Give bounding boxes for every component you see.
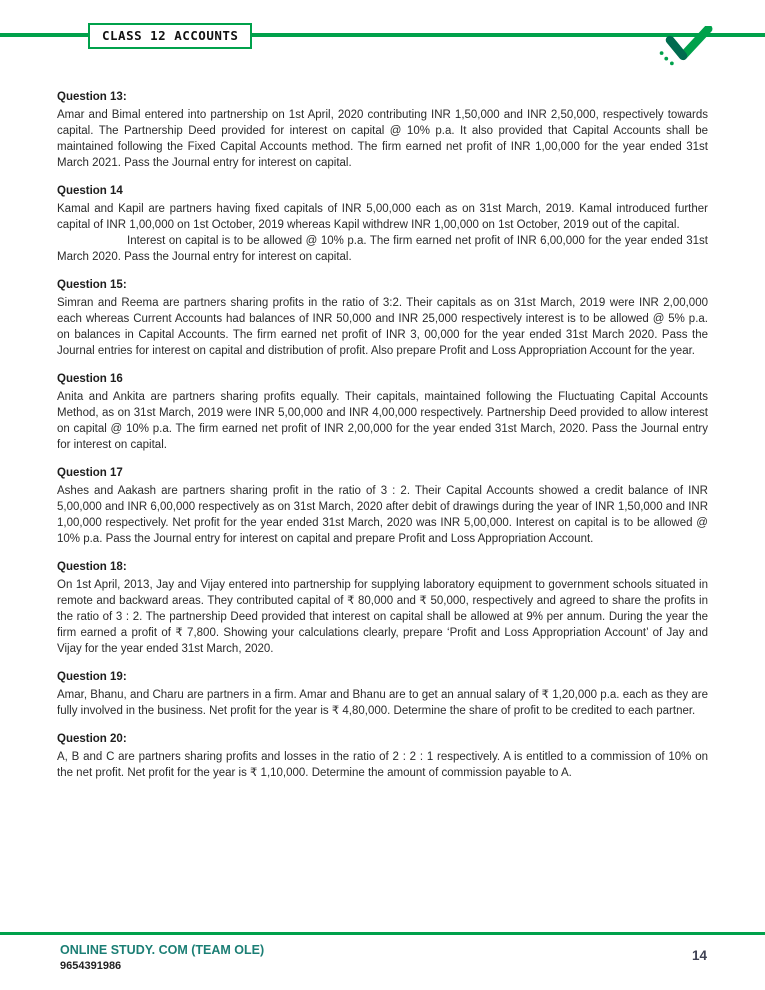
question-title: Question 20:	[57, 733, 127, 745]
checkmark-logo-icon	[655, 26, 713, 68]
question-body: Simran and Reema are partners sharing profits in the ratio of 3:2. Their capitals as on 31st March, 2019 were INR 2,00,000 each whereas Current Accounts had balances of INR 50,000 and INR 25,000 respectively interest is to be allowed @ 5% p.a. on balances in Capital Accounts. The firm earned net profit of INR 3, 00,000 for the year ended 31st March 2020. Pass the Journal entries for interest on capital and distribution of profit. Also prepare Profit and Loss Appropriation Account for the year.	[57, 297, 708, 357]
question-body: On 1st April, 2013, Jay and Vijay entered into partnership for supplying laboratory equipment to government schools situated in remote and backward areas. They contributed capital of ₹ 80,000 and ₹ 50,000, respectively and agreed to share the profits in the ratio of 3 : 2. The partnership Deed provided that interest on capital shall be allowed at 9% per annum. During the year the firm earned a profit of ₹ 7,800. Showing your calculations clearly, prepare ‘Profit and Loss Appropriation Account’ of Jay and Vijay for the year ended 31st March, 2020.	[57, 579, 708, 655]
question-block-14	[57, 183, 708, 265]
question-block-19	[57, 669, 708, 719]
footer-rule	[0, 932, 765, 935]
question-block-15	[57, 277, 708, 359]
questions-content	[57, 89, 708, 793]
question-title: Question 15:	[57, 279, 127, 291]
question-block-16	[57, 371, 708, 453]
question-body: Amar and Bimal entered into partnership on 1st April, 2020 contributing INR 1,50,000 and INR 2,50,000, respectively towards capital. The Partnership Deed provided for interest on capital @ 10% p.a. It also provided that Capital Accounts shall be maintained following the Fixed Capital Accounts method. The firm earned net profit of INR 1,00,000 for the year ended 31st March 2021. Pass the Journal entry for interest on capital.	[57, 109, 708, 169]
header-badge: CLASS 12 ACCOUNTS	[88, 23, 252, 49]
footer-phone-number: 9654391986	[60, 960, 122, 972]
question-body: A, B and C are partners sharing profits and losses in the ratio of 2 : 2 : 1 respectively. A is entitled to a commission of 10% on the net profit. Net profit for the year is ₹ 1,10,000. Determine the amount of commission payable to A.	[57, 751, 708, 779]
question-title: Question 17	[57, 467, 123, 479]
question-body: Anita and Ankita are partners sharing profits equally. Their capitals, maintained following the Fluctuating Capital Accounts Method, as on 31st March, 2019 were INR 5,00,000 and INR 4,00,000 respectively. Partnership Deed provided to allow interest on capital @ 10% p.a. The firm earned net profit of INR 2,00,000 for the year ended 31st March, 2020. Pass the Journal entry for interest on capital.	[57, 391, 708, 451]
question-title: Question 14	[57, 185, 123, 197]
question-body: Kamal and Kapil are partners having fixed capitals of INR 5,00,000 each as on 31st March, 2019. Kamal introduced further capital of INR 1,00,000 on 1st October, 2019 whereas Kapil withdrew INR 1,00,000 on 1st October, 2019 out of the capital.	[57, 203, 708, 231]
question-body: Amar, Bhanu, and Charu are partners in a firm. Amar and Bhanu are to get an annual salary of ₹ 1,20,000 p.a. each as they are fully involved in the business. Net profit for the year is ₹ 4,80,000. Determine the share of profit to be credited to each partner.	[57, 689, 708, 717]
question-title: Question 13:	[57, 91, 127, 103]
question-block-17	[57, 465, 708, 547]
question-title: Question 19:	[57, 671, 127, 683]
question-title: Question 18:	[57, 561, 127, 573]
question-body: Ashes and Aakash are partners sharing profit in the ratio of 3 : 2. Their Capital Accounts showed a credit balance of INR 5,00,000 and INR 6,00,000 respectively as on 31st March, 2020 after debit of drawings during the year of INR 1,50,000 and INR 1,00,000 respectively. Net profit for the year ended 31st March, 2020 was INR 5,00,000. Interest on capital is to be allowed @ 10% p.a. Pass the Journal entry for interest on capital and prepare Profit and Loss Appropriation Account.	[57, 485, 708, 545]
page-number: 14	[691, 948, 707, 963]
question-block-20	[57, 731, 708, 781]
question-body: Interest on capital is to be allowed @ 10% p.a. The firm earned net profit of INR 6,00,000 for the year ended 31st March 2020. Pass the Journal entry for interest on capital.	[57, 235, 708, 263]
question-block-18	[57, 559, 708, 657]
footer-site-name: ONLINE STUDY. COM (TEAM OLE)	[60, 943, 265, 957]
question-block-13	[57, 89, 708, 171]
question-title: Question 16	[57, 373, 123, 385]
